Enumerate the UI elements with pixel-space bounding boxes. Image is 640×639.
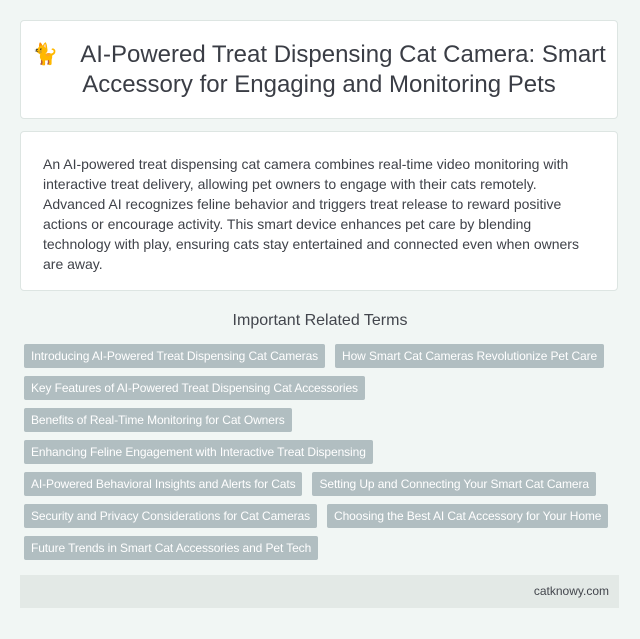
page-title [29,40,609,100]
related-term-tag[interactable]: Key Features of AI-Powered Treat Dispensing Cat Accessories [24,376,365,400]
related-terms-list [24,344,624,568]
tag-row [24,440,624,472]
summary-text: An AI-powered treat dispensing cat camera combines real-time video monitoring with interactive treat delivery, allowing pet owners to engage with their cats remotely. Advanced AI recognizes feline behavior and triggers treat release to reward positive actions or encourage activity. This smart device enhances pet care by blending technology with play, ensuring cats stay entertained and connected even when owners are away. [43,156,579,272]
footer [20,575,619,608]
related-term-tag[interactable]: AI-Powered Behavioral Insights and Alerts for Cats [24,472,302,496]
page-title-text: AI-Powered Treat Dispensing Cat Camera: Smart Accessory for Engaging and Monitoring Pets [80,40,606,98]
tag-row [24,536,624,568]
tag-row [24,408,624,440]
related-term-tag[interactable]: How Smart Cat Cameras Revolutionize Pet Care [335,344,604,368]
tag-row [24,504,624,536]
summary-card [20,131,618,291]
cat-icon: 🐈 [32,42,59,66]
related-term-tag[interactable]: Setting Up and Connecting Your Smart Cat Camera [312,472,595,496]
related-term-tag[interactable]: Benefits of Real-Time Monitoring for Cat Owners [24,408,292,432]
related-term-tag[interactable]: Choosing the Best AI Cat Accessory for Your Home [327,504,608,528]
related-term-tag[interactable]: Security and Privacy Considerations for Cat Cameras [24,504,317,528]
tag-row [24,344,624,376]
related-terms-heading: Important Related Terms [232,312,408,329]
related-term-tag[interactable]: Introducing AI-Powered Treat Dispensing Cat Cameras [24,344,325,368]
footer-site-link[interactable]: catknowy.com [533,584,609,598]
tag-row [24,472,624,504]
related-term-tag[interactable]: Enhancing Feline Engagement with Interactive Treat Dispensing [24,440,373,464]
title-card [20,20,618,119]
tag-row [24,376,624,408]
related-term-tag[interactable]: Future Trends in Smart Cat Accessories and Pet Tech [24,536,318,560]
